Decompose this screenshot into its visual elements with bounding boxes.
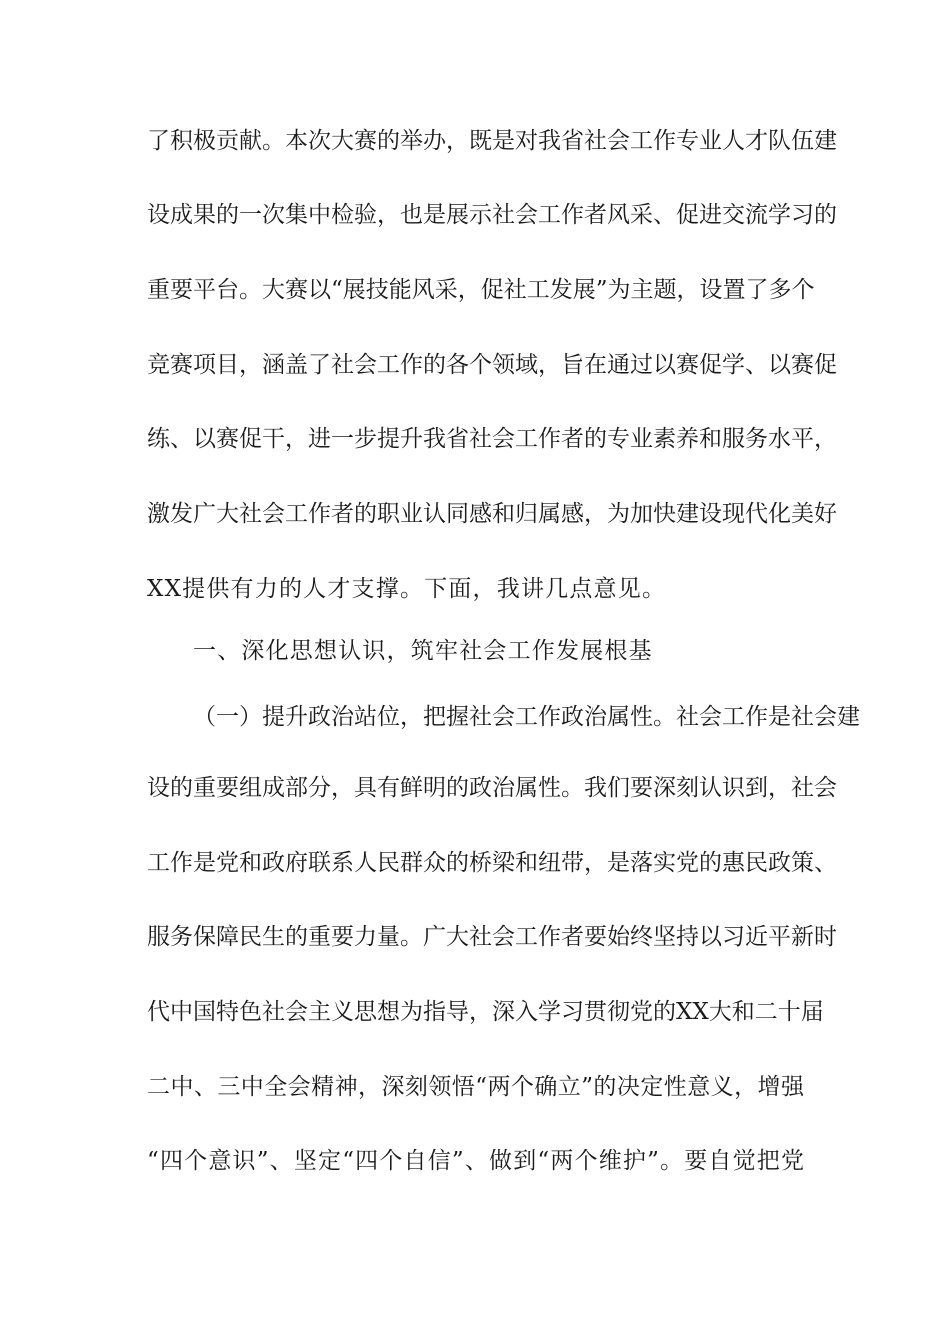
paragraph-line: 设的重要组成部分，具有鲜明的政治属性。我们要深刻认识到，社会 [147,775,837,801]
paragraph-line: 代中国特色社会主义思想为指导，深入学习贯彻党的XX大和二十届 [147,999,824,1025]
paragraph-line: 服务保障民生的重要力量。广大社会工作者要始终坚持以习近平新时 [147,924,837,950]
paragraph-line: XX提供有力的人才支撑。下面，我讲几点意见。 [147,576,667,602]
paragraph-line: 竞赛项目，涵盖了社会工作的各个领域，旨在通过以赛促学、以赛促 [147,352,837,378]
paragraph-line: 二中、三中全会精神，深刻领悟“两个确立”的决定性意义，增强 [147,1074,804,1100]
paragraph-line: 工作是党和政府联系人民群众的桥梁和纽带，是落实党的惠民政策、 [147,850,837,876]
paragraph-line: 练、以赛促干，进一步提升我省社会工作者的专业素养和服务水平， [147,426,837,452]
paragraph-line: 激发广大社会工作者的职业认同感和归属感，为加快建设现代化美好 [147,501,837,527]
paragraph-line: 了积极贡献。本次大赛的举办，既是对我省社会工作专业人才队伍建 [147,128,837,154]
paragraph-line: （一）提升政治站位，把握社会工作政治属性。社会工作是社会建 [193,704,860,730]
paragraph-line: 设成果的一次集中检验，也是展示社会工作者风采、促进交流学习的 [147,202,837,228]
paragraph-line: 重要平台。大赛以“展技能风采，促社工发展”为主题，设置了多个 [147,277,815,303]
paragraph-line: “四个意识”、坚定“四个自信”、做到“两个维护”。要自觉把党 [147,1148,804,1174]
section-heading: 一、深化思想认识，筑牢社会工作发展根基 [193,638,653,664]
